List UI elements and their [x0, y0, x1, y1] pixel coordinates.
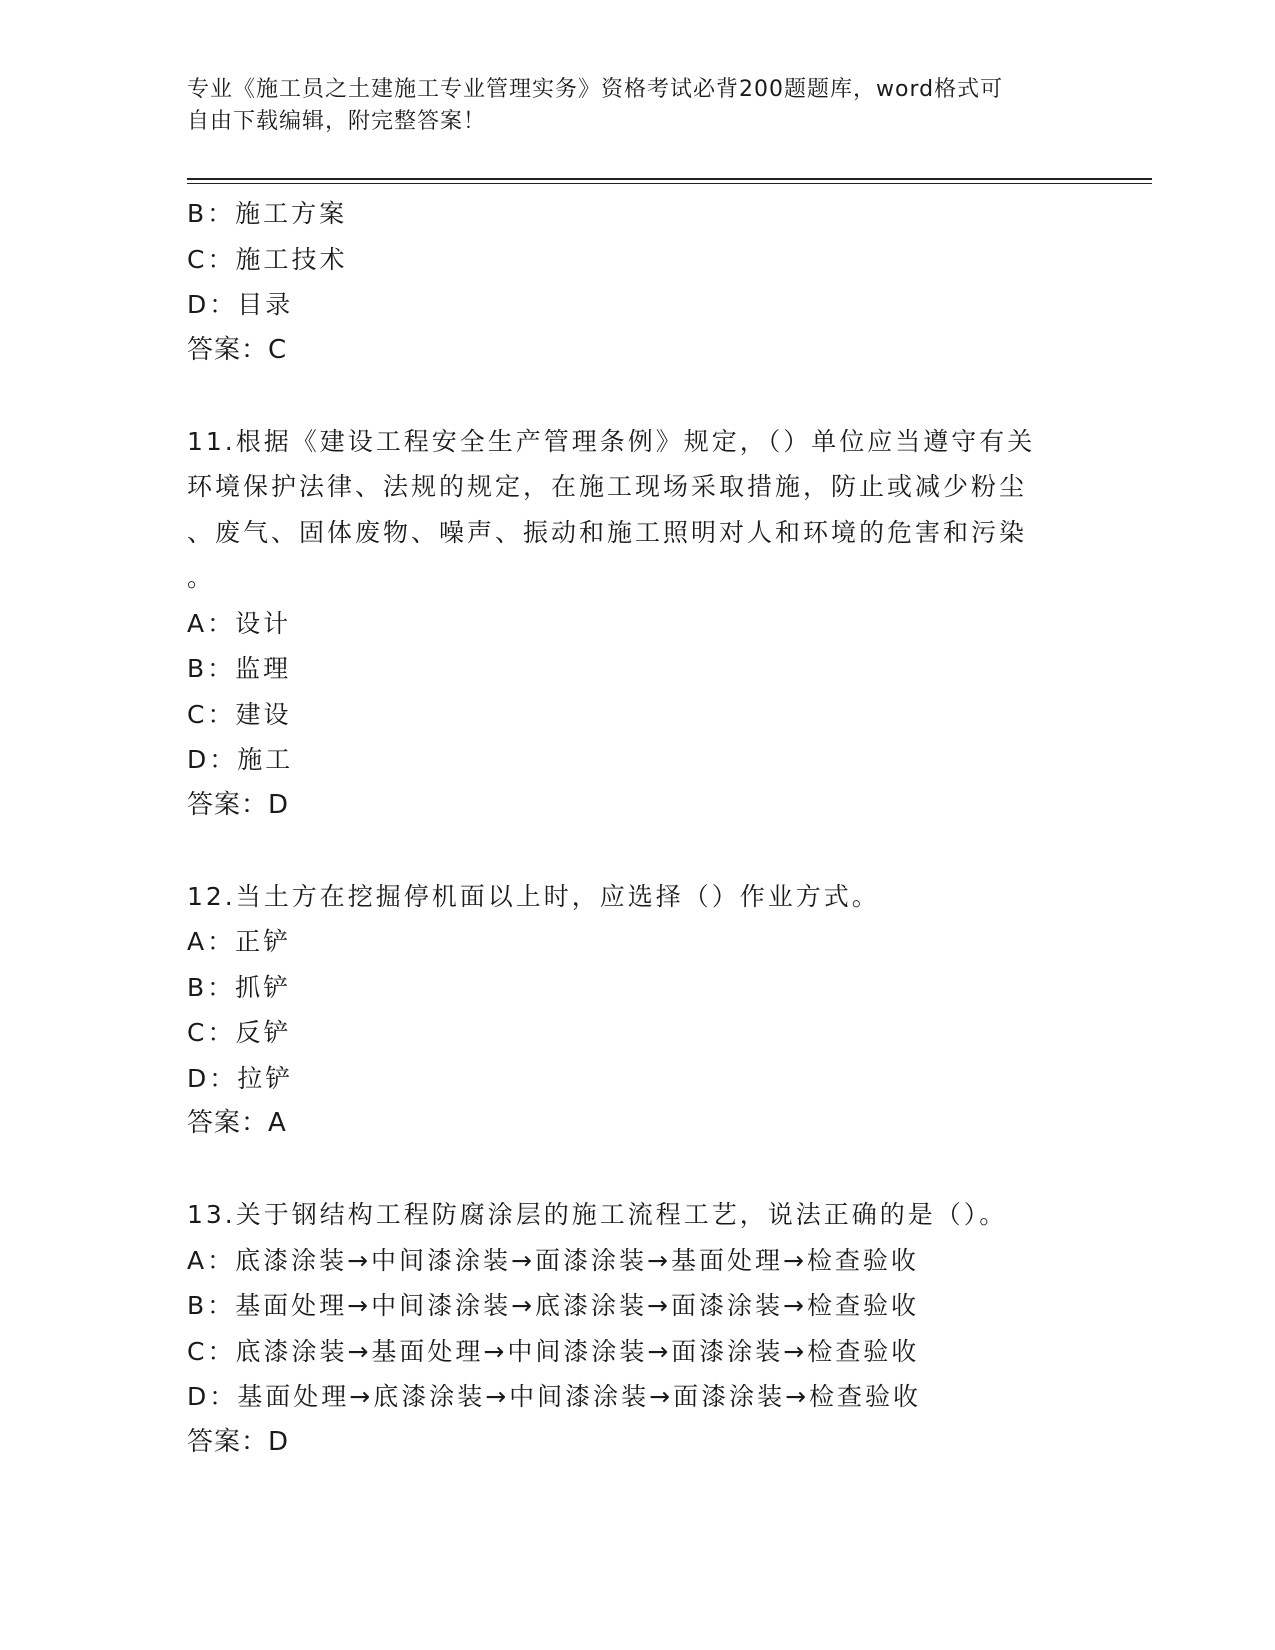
question-stem-line: 11.根据《建设工程安全生产管理条例》规定，（）单位应当遵守有关: [187, 426, 1036, 456]
spacer: [187, 1147, 1087, 1193]
option-c: C：建设: [187, 699, 292, 729]
question-stem-line: 12.当土方在挖掘停机面以上时，应选择（）作业方式。: [187, 881, 880, 911]
answer-line: 答案：D: [187, 1426, 290, 1457]
header-line-2: 自由下载编辑，附完整答案！: [187, 109, 487, 134]
question-stem-line: 13.关于钢结构工程防腐涂层的施工流程工艺，说法正确的是（）。: [187, 1200, 1008, 1229]
option-a: A：底漆涂装→中间漆涂装→面漆涂装→基面处理→检查验收: [187, 1245, 919, 1275]
option-b: B：抓铲: [187, 972, 292, 1002]
answer-line: 答案：C: [187, 334, 288, 365]
option-d: D：拉铲: [187, 1063, 294, 1093]
question-stem-line: 环境保护法律、法规的规定，在施工现场采取措施，防止或减少粉尘: [187, 472, 1028, 501]
option-a: A：设计: [187, 608, 292, 638]
option-b: B：监理: [187, 654, 292, 683]
option-b: B：施工方案: [187, 199, 348, 228]
spacer: [187, 828, 1087, 874]
option-c: C：底漆涂装→基面处理→中间漆涂装→面漆涂装→检查验收: [187, 1336, 920, 1366]
answer-line: 答案：D: [187, 789, 290, 820]
option-c: C：反铲: [187, 1018, 292, 1047]
question-stem-line: 、废气、固体废物、噪声、振动和施工照明对人和环境的危害和污染: [187, 517, 1028, 547]
question-stem-line: 。: [187, 563, 216, 592]
spacer: [187, 373, 1087, 419]
question-11: [187, 419, 1087, 829]
option-c: C：施工技术: [187, 244, 348, 274]
header-divider-thin: [187, 183, 1152, 184]
option-d: D：施工: [187, 745, 294, 774]
document-header: [187, 74, 1067, 138]
option-d: D：基面处理→底漆涂装→中间漆涂装→面漆涂装→检查验收: [187, 1382, 922, 1411]
header-line-1: 专业《施工员之土建施工专业管理实务》资格考试必背200题题库，word格式可: [187, 77, 1004, 102]
question-12: [187, 874, 1087, 1147]
question-10-tail: [187, 191, 1087, 373]
option-b: B：基面处理→中间漆涂装→底漆涂装→面漆涂装→检查验收: [187, 1291, 919, 1320]
question-content: [187, 191, 1087, 1465]
header-divider-thick: [187, 178, 1152, 180]
answer-line: 答案：A: [187, 1108, 287, 1138]
option-d: D：目录: [187, 290, 294, 319]
question-13: [187, 1192, 1087, 1465]
option-a: A：正铲: [187, 927, 292, 956]
